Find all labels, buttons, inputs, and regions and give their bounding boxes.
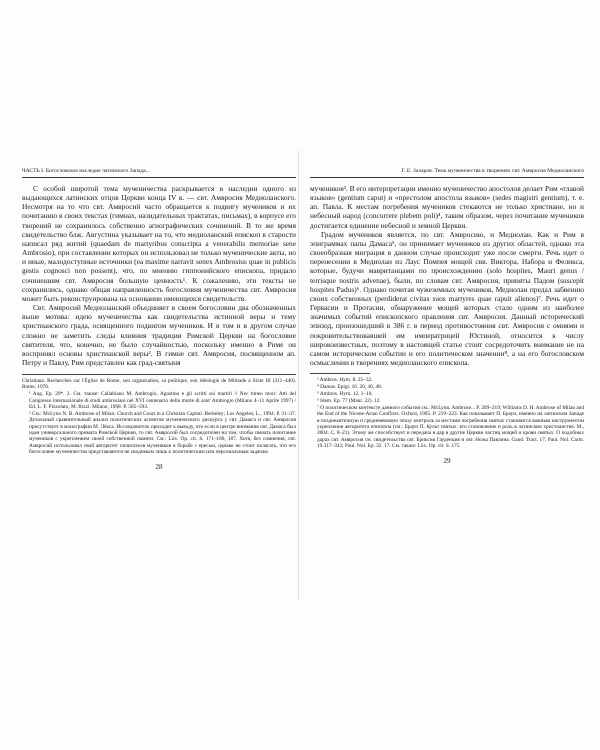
footnote: Christiana. Recherches sur l'Église de Rome, son organisation, sa politique, son idéologie de Miltiade à Sixte III (311–440). Rome, 1976. <box>22 378 296 391</box>
footnote: ² См.: McLynn N. B. Ambrose of Milan: Church and Court in a Christian Capital. Berkeley; Los Angeles; L., 1994. P. 31–37. Детальный сравнительный анализ политических аспектов мученического дискурса у свт. Дамаса и свт. Амвросия присутствует в монографии М. Лёкса. Исследователь приходит к выводу, что если в центре внимания свт. Дамаса был идея универсального примата Римской Церкви, то свт. Амвросий был сосредоточен на том, чтобы связать почитание мучеников с укреплением своей собственной памяти. См.: Löx. Op. cit. S. 171–180, 187. Хотя, без сомнения, свт. Амвросий использовал свой авторитет почитателя мучеников в борьбе с ересью, однако не стоит полагать, что его богословие мученичества представляется не сводимым лишь к политическим или персональным задачам. <box>29 411 296 456</box>
footnote: ¹ Aug. Ep. 29*. 2. См. также: Callabiano M. Ambrogio, Agostino e gli scritti sui martiri // Nec timeo mori: Atti del Congresso internazionale di studi ambrosiani nel XVI centenario della morte di sant' Ambrogio (Milano 4–11 Aprile 1997) / Ed. L. F. Pizzolato, M. Rizzi. Milano, 1998. P. 585–593. <box>29 391 296 411</box>
footnote: ³ Ambros. Hym. 8. 25–32. <box>317 377 373 384</box>
footnote: ⁴ Damas. Epigr. 16. 20, 46, 48. <box>317 384 383 391</box>
footnote: ⁶ Idem. Ep. 77 (Maur. 22). 12. <box>317 397 381 404</box>
left-paragraph-1: С особой широтой тема мученичества раскрывается в наследии одного из выдающихся латинских отцов Церкви конца IV в. — свт. Амвросия Медиоланского. Несмотря на то что свт. Амвросий часто обращается к подвигу мучеников и их почитанию в своих текстах (гимнах, назидательных трактатах, письмах), в корпусе его творений не сохранилось собственно агиографических сочинений. В то же время свидетельство блж. Августина указывает на то, что медиоланский епископ в старости написал ряд житий (quaedam de martyribus conscripta a venerabilis memoriae sene Ambrosio), при составлении которых он использовал не только мученические акты, но и иные, малодоступные источники (ea maxime narravit senex Ambrosius quae in publicis gestis cognosci non possent), что, по мнению гиппонийского епископа, придало сочинениям свт. Амвросия большую ценность¹. К сожалению, эти тексты не сохранились, однако общая направленность богословия мученичества свт. Амвросия может быть реконструирована на основании имеющихся свидетельств. <box>22 184 296 303</box>
footnote: ⁷ О политическом контексте данного события см.: McLynn. Ambrose... P. 209–219; Williams D. H. Ambrose of Milan and the End of the Nicene-Arian Conflicts. Oxford, 1995. P. 219–223. Как показывает П. Браун, именно на латинском Западе в позднеантичную и средневековую эпоху контроль за местами погребения святых становится важным инструментом укрепления авторитета епископа (см.: Браун П. Культ святых: его становление и роль в латинском христианстве. М., 2004. С. 8–21). Этому же способствует и передача в дар в другие Церкви частиц мощей и крови святых. О подобных дарах свт. Амвросия см. свидетельства свт. Бриксия Гауденция и свт. Нолы Павлина. Gaud. Tract. 17; Paul. Nol. Carm. 19.317–342; Paul. Nol. Ep. 32. 17. См. также: Löx. Op. cit. S. 175. <box>317 404 584 449</box>
right-paragraph-2: Градом мучеников является, по свт. Амвросию, и Медиолан. Как и Рим в эпиграммах папы Дамаса⁵, он принимает мучеников из других областей, однако эта своеобразная миграция в данном случае происходит уже после смерти. Речь идет о перенесении в Медиолан из Лаус Помпея мощей свв. Виктора, Набора и Феликса, которые, будучи мавританцами по происхождению (solo hospites, Mauri genus / terrisque nostris advenae), были, по словам свт. Амвросия, приняты Падом (suscepit hospites Padus)⁶. Однако почитая чужеземных мучеников, Медиолан предал забвению своих собственных (perdiderat civitas suos martyres quae rapuit alienos)⁷. Речь идет о Гервасии и Протасии, обнаружение мощей которых стало одним из наиболее значимых событий епископского правления свт. Амвросия. Данный исторический эпизод, произошедший в 386 г. в период противостояния свт. Амвросия с омиями и покровительствовавшей им императрицей Юстиной, относится к числу широкоизвестных, поэтому в настоящей статье стоит сосредоточить внимание не на самом историческом событии и его политическом значении⁸, а на его богословском осмыслении в творениях медиоланского епископа. <box>310 229 584 367</box>
left-page-number: 28 <box>155 463 163 472</box>
right-body-text <box>310 184 584 367</box>
right-running-head: Г. Е. Захаров. Тема мученичества в творениях свт. Амвросия Медиоланского <box>310 168 584 178</box>
left-running-head: ЧАСТЬ I. Богословское наследие латинского Запада... <box>22 168 296 178</box>
footnote: ⁵ Ambros. Hym. 12. 1–10. <box>317 391 373 397</box>
left-body-text <box>22 184 296 367</box>
left-paragraph-2: Свт. Амвросий Медиоланский объединяет в своем богословии два обозначенных выше мотива: идею мученичества как свидетельства истинной веры и тему христианского града, освященного подвигом мучеников. И в том и в другом случае сложно не заметить следы влияния традиции Римской Церкви на богословие святителя, что, конечно, не было случайностью, поскольку именно в Риме он воспринял основы христианской веры². В гимне свт. Амвросия, посвященном ап. Петру и Павлу, Рим представлен как град-святыня <box>22 303 296 367</box>
left-footnotes <box>22 374 296 455</box>
right-page-number: 29 <box>443 457 451 466</box>
footnote-rule <box>310 373 370 374</box>
left-page <box>22 168 296 471</box>
right-page <box>310 168 584 465</box>
gutter <box>298 150 299 600</box>
right-footnotes <box>310 373 584 449</box>
right-paragraph-1: мучеников³. В его интерпретации именно мученичество апостолов делает Рим «главой языков» (gentium caput) и «престолом апостола языков» (sedes magistri gentium), т. е. ап. Павла. К местам погребения мучеников стекаются не только христиане, но и небесный народ (concurrere plebem poli)⁴, таким образом, через почитание мучеников достигается единение небесной и земной Церкви. <box>310 184 584 230</box>
